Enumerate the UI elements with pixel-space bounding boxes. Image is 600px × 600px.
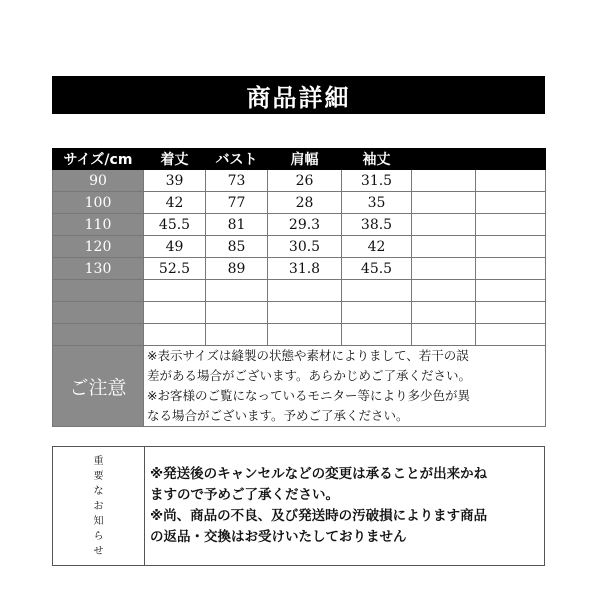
measurement-cell <box>268 324 342 346</box>
header-cell <box>476 149 546 170</box>
notice-label <box>53 447 145 565</box>
measurement-cell <box>412 302 476 324</box>
measurement-cell: 52.5 <box>144 258 206 280</box>
header-cell: 着丈 <box>144 149 206 170</box>
notice-label-char: ら <box>93 530 104 542</box>
measurement-cell <box>476 170 546 192</box>
measurement-cell: 45.5 <box>342 258 412 280</box>
measurement-cell: 89 <box>206 258 268 280</box>
measurement-cell <box>476 280 546 302</box>
measurement-cell: 26 <box>268 170 342 192</box>
table-row <box>53 236 546 258</box>
measurement-cell: 45.5 <box>144 214 206 236</box>
size-cell <box>53 280 144 302</box>
measurement-cell: 38.5 <box>342 214 412 236</box>
notice-label-char: せ <box>93 545 104 557</box>
measurement-cell: 28 <box>268 192 342 214</box>
table-row <box>53 302 546 324</box>
size-cell: 120 <box>53 236 144 258</box>
note-line: ※表示サイズは縫製の状態や素材によりまして、若干の誤 <box>147 348 469 363</box>
measurement-cell <box>342 324 412 346</box>
measurement-cell <box>476 302 546 324</box>
size-cell: 90 <box>53 170 144 192</box>
notice-line: ※発送後のキャンセルなどの変更は承ることが出来かね <box>150 466 488 482</box>
measurement-cell <box>476 192 546 214</box>
measurement-cell: 35 <box>342 192 412 214</box>
measurement-cell <box>412 214 476 236</box>
measurement-cell: 42 <box>342 236 412 258</box>
measurement-cell <box>476 258 546 280</box>
notice-label-char: 重 <box>93 455 104 467</box>
header-cell <box>412 149 476 170</box>
measurement-cell <box>476 236 546 258</box>
measurement-cell <box>342 302 412 324</box>
size-cell <box>53 324 144 346</box>
notice-line: の返品・交換はお受けいたしておりません <box>150 529 407 545</box>
table-row <box>53 214 546 236</box>
page-title: 商品詳細 <box>52 76 545 114</box>
measurement-cell: 31.5 <box>342 170 412 192</box>
table-row <box>53 192 546 214</box>
measurement-cell: 77 <box>206 192 268 214</box>
size-table <box>52 148 546 427</box>
header-cell: サイズ/cm <box>53 149 144 170</box>
note-row <box>53 346 546 427</box>
measurement-cell <box>268 280 342 302</box>
measurement-cell <box>412 324 476 346</box>
table-row <box>53 258 546 280</box>
measurement-cell <box>206 302 268 324</box>
measurement-cell: 42 <box>144 192 206 214</box>
measurement-cell: 39 <box>144 170 206 192</box>
measurement-cell: 31.8 <box>268 258 342 280</box>
header-cell: 袖丈 <box>342 149 412 170</box>
table-row <box>53 324 546 346</box>
measurement-cell <box>476 324 546 346</box>
measurement-cell <box>206 324 268 346</box>
measurement-cell <box>144 324 206 346</box>
size-cell <box>53 302 144 324</box>
notice-label-char: お <box>93 500 104 512</box>
measurement-cell: 29.3 <box>268 214 342 236</box>
measurement-cell: 85 <box>206 236 268 258</box>
measurement-cell <box>144 302 206 324</box>
header-cell: 肩幅 <box>268 149 342 170</box>
measurement-cell <box>412 192 476 214</box>
notice-label-char: 要 <box>93 470 104 482</box>
measurement-cell <box>412 280 476 302</box>
measurement-cell <box>476 214 546 236</box>
notice-line: ますので予めご了承ください。 <box>150 487 339 503</box>
header-cell: バスト <box>206 149 268 170</box>
notice-line: ※尚、商品の不良、及び発送時の汚破損によります商品 <box>150 508 488 524</box>
measurement-cell <box>206 280 268 302</box>
measurement-cell: 73 <box>206 170 268 192</box>
measurement-cell: 30.5 <box>268 236 342 258</box>
notice-text <box>145 447 544 565</box>
note-line: なる場合がございます。予めご了承ください。 <box>147 408 409 423</box>
measurement-cell <box>268 302 342 324</box>
measurement-cell <box>412 170 476 192</box>
note-label: ご注意 <box>53 346 144 427</box>
table-header-row <box>53 149 546 170</box>
measurement-cell <box>342 280 412 302</box>
note-text <box>144 346 546 427</box>
size-cell: 100 <box>53 192 144 214</box>
note-line: 差がある場合がございます。あらかじめご了承ください。 <box>147 368 472 383</box>
size-cell: 130 <box>53 258 144 280</box>
measurement-cell <box>144 280 206 302</box>
note-line: ※お客様のご覧になっているモニター等により多少色が異 <box>147 388 470 403</box>
notice-label-char: な <box>93 485 104 497</box>
table-row <box>53 170 546 192</box>
size-cell: 110 <box>53 214 144 236</box>
measurement-cell <box>412 258 476 280</box>
measurement-cell <box>412 236 476 258</box>
important-notice <box>52 446 545 566</box>
measurement-cell: 81 <box>206 214 268 236</box>
measurement-cell: 49 <box>144 236 206 258</box>
notice-label-char: 知 <box>93 515 104 527</box>
table-row <box>53 280 546 302</box>
